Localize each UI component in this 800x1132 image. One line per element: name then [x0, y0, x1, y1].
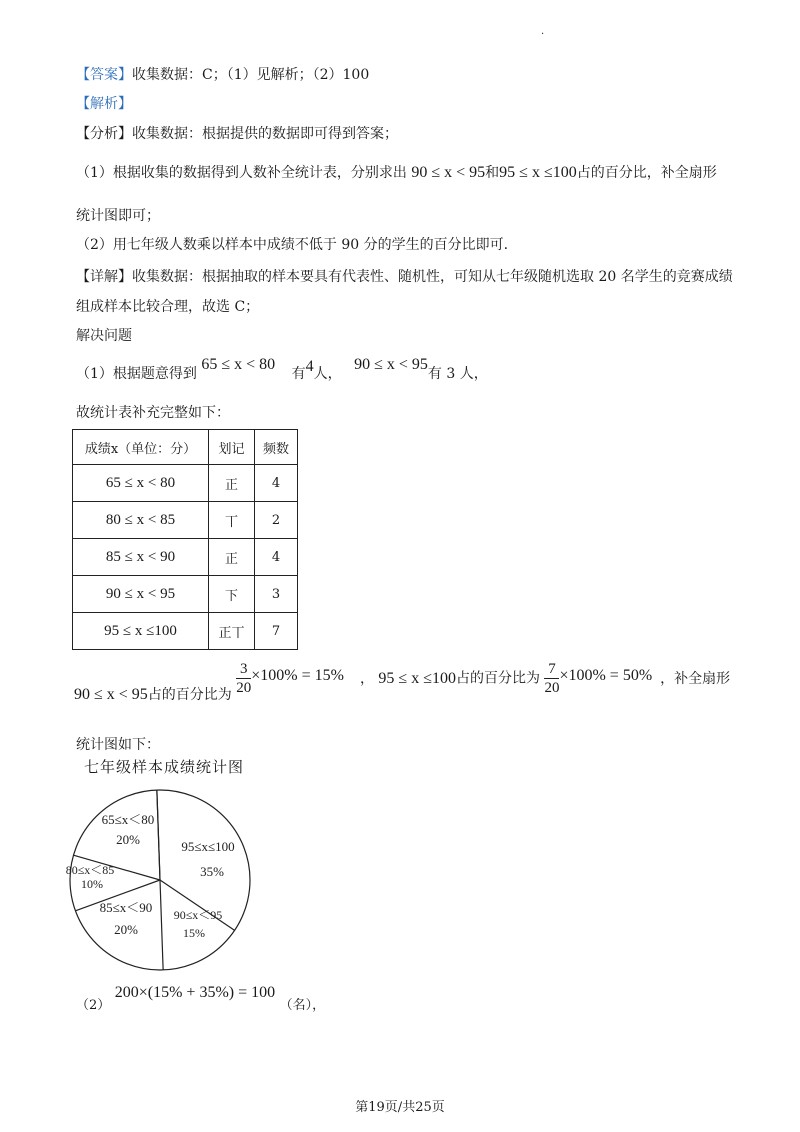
s1-line	[76, 354, 488, 384]
table-cell-range: 65 ≤ x < 80	[73, 465, 209, 502]
pct-text-c: ，补全扇形	[660, 670, 731, 687]
s1-math-2: 90 ≤ x < 95	[354, 356, 428, 373]
s1-text-a: （1）根据题意得到	[76, 366, 197, 382]
table-cell-count: 7	[255, 613, 298, 650]
q2-expr: 200×(15% + 35%) = 100	[114, 984, 276, 1001]
pct-text-b: 占的百分比为	[455, 670, 540, 687]
q2-text-b: （名），	[279, 998, 326, 1013]
table-header-score: 成绩x（单位：分）	[73, 430, 209, 465]
table-row	[73, 576, 298, 613]
p1-math-1: 90 ≤ x < 95	[411, 164, 486, 181]
table-cell-tally: 丅	[209, 502, 255, 539]
table-cell-tally: 下	[209, 576, 255, 613]
header-dot: .	[541, 26, 545, 37]
pie-slice-label: 80≤x＜85	[65, 863, 115, 877]
pct-comma: ，	[359, 670, 374, 687]
pct-line	[74, 660, 730, 704]
pct-fraction-1-num: 3	[236, 660, 251, 679]
answer-line	[76, 64, 369, 84]
table-cell-range: 95 ≤ x ≤100	[73, 613, 209, 650]
table-row	[73, 502, 298, 539]
fenxi-line	[76, 123, 398, 143]
page-footer: 第19页/共25页	[355, 1100, 445, 1115]
pct-fraction-1	[236, 660, 251, 697]
answer-tag: 【答案】	[76, 67, 132, 83]
table-cell-tally: 正丅	[209, 613, 255, 650]
table-cell-range: 85 ≤ x < 90	[73, 539, 209, 576]
p1-text-c: 占的百分比，补全扇形	[576, 165, 717, 181]
p1-line2: 统计图即可；	[76, 208, 160, 224]
xiangjie-text1: 收集数据：根据抽取的样本要具有代表性、随机性，可知从七年级随机选取 20 名学生的竞赛成绩	[132, 269, 733, 285]
p1-math-2: 95 ≤ x ≤100	[499, 164, 577, 181]
pie-chart	[60, 780, 260, 980]
table-row	[73, 465, 298, 502]
table-row	[73, 539, 298, 576]
pct-math-1: 90 ≤ x < 95	[74, 685, 148, 703]
p1-text-a: （1）根据收集的数据得到人数补全统计表，分别求出	[76, 165, 407, 181]
pct-text-a: 占的百分比为	[147, 686, 232, 703]
pct-fraction-2-num: 7	[544, 660, 559, 679]
analysis-title: 【解析】	[76, 96, 132, 112]
s1-num-1: 4	[305, 358, 314, 375]
s1-text-b: 有	[291, 366, 306, 382]
pct-fraction-2	[544, 660, 559, 697]
frequency-table	[72, 429, 298, 650]
table-cell-range: 90 ≤ x < 95	[73, 576, 209, 613]
p1-text-b: 和	[485, 165, 500, 181]
table-cell-count: 2	[255, 502, 298, 539]
pie-divider	[160, 880, 235, 930]
q2-text-a: （2）	[76, 998, 111, 1013]
pct-fraction-1-den: 20	[236, 680, 252, 696]
xiangjie-line2: 组成样本比较合理，故选 C；	[76, 299, 260, 315]
table-cell-count: 4	[255, 539, 298, 576]
pie-slice-percent: 10%	[81, 877, 103, 891]
pie-slice-label: 90≤x＜95	[173, 908, 223, 922]
chart-intro: 统计图如下：	[76, 737, 160, 753]
xiangjie-tag: 【详解】	[76, 269, 132, 285]
xiangjie-line1	[76, 266, 733, 286]
pie-slice-label: 85≤x＜90	[99, 900, 153, 915]
table-row	[73, 613, 298, 650]
table-header-count: 频数	[255, 430, 298, 465]
pct-fraction-1-rest: ×100% = 15%	[251, 666, 344, 684]
solve-title: 解决问题	[76, 328, 132, 344]
pie-slice-label: 95≤x≤100	[181, 839, 235, 854]
p2-line: （2）用七年级人数乘以样本中成绩不低于 90 分的学生的百分比即可.	[76, 237, 509, 253]
answer-text: 收集数据：C；（1）见解析；（2）100	[132, 67, 370, 83]
table-header-row	[73, 430, 298, 465]
pct-fraction-2-rest: ×100% = 50%	[559, 666, 653, 684]
q2-line	[76, 982, 325, 1016]
pie-divider	[157, 790, 160, 880]
table-cell-tally: 正	[209, 465, 255, 502]
pie-divider	[160, 880, 163, 970]
pie-slice-percent: 20%	[114, 922, 138, 937]
table-cell-tally: 正	[209, 539, 255, 576]
fenxi-tag: 【分析】	[76, 126, 132, 142]
pie-slice-percent: 15%	[183, 926, 205, 940]
s1-text-c: 人，	[313, 366, 342, 382]
s1-text-d: 有 3 人，	[427, 366, 488, 382]
table-cell-count: 4	[255, 465, 298, 502]
chart-title: 七年级样本成绩统计图	[84, 758, 245, 776]
pie-slice-label: 65≤x＜80	[101, 812, 155, 827]
table-cell-count: 3	[255, 576, 298, 613]
fenxi-text: 收集数据：根据提供的数据即可得到答案；	[132, 126, 398, 142]
table-cell-range: 80 ≤ x < 85	[73, 502, 209, 539]
pie-slice-percent: 35%	[200, 864, 224, 879]
table-intro: 故统计表补充完整如下：	[76, 405, 230, 421]
pie-slice-percent: 20%	[116, 832, 140, 847]
pct-fraction-2-den: 20	[544, 680, 560, 696]
p1-line1	[76, 162, 717, 182]
table-header-tally: 划记	[209, 430, 255, 465]
pct-math-2: 95 ≤ x ≤100	[378, 669, 456, 687]
s1-math-1: 65 ≤ x < 80	[201, 356, 276, 373]
